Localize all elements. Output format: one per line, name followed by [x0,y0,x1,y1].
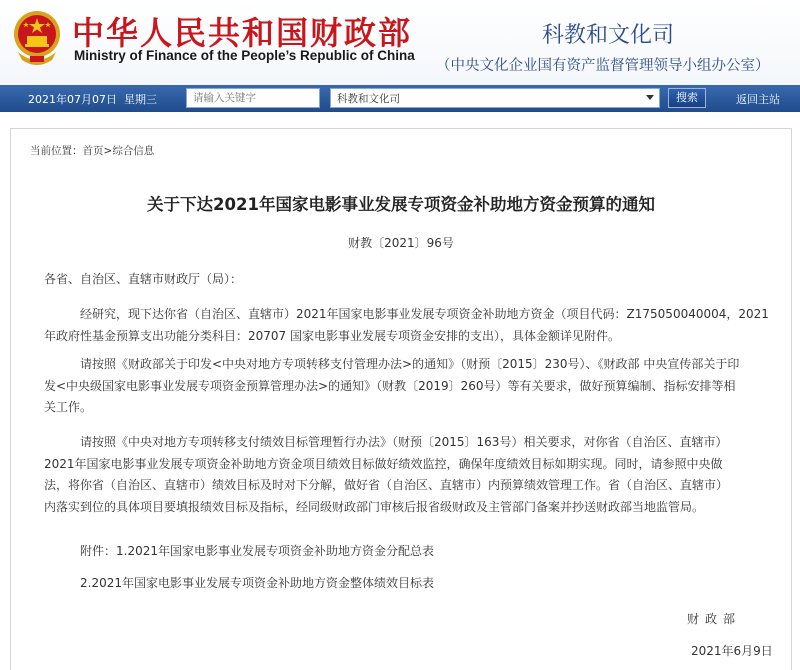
ministry-name-en: Ministry of Finance of the People’s Republic of China [74,48,415,63]
signing-date: 2021年6月9日 [691,644,773,658]
document-title: 关于下达2021年国家电影事业发展专项资金补助地方资金预算的通知 [147,195,655,214]
paragraph-line: 请按照《中央对地方专项转移支付绩效目标管理暂行办法》（财预〔2015〕163号）相关要求，对你省（自治区、直辖市） [80,435,728,449]
paragraph-line: 2021年国家电影事业发展专项资金补助地方资金项目绩效目标做好绩效监控，确保年度绩效目标如期实现。同时，请参照中央做 [44,456,723,471]
breadcrumb [30,143,154,158]
ministry-name-cn: 中华人民共和国财政部 [72,14,413,52]
paragraph-line: 内落实到位的具体项目要填报绩效目标及指标，经同级财政部门审核后报省级财政及主管部门备案并抄送财政部当地监管局。 [44,499,705,514]
department-title: 科教和文化司 [542,23,675,48]
paragraph-3 [44,432,728,518]
paragraph-line: 关工作。 [44,400,93,414]
search-button[interactable]: 搜索 [668,88,706,108]
breadcrumb-home-link[interactable]: 首页 [82,145,104,157]
date-text: 2021年07月07日 [28,93,117,106]
department-subtitle: （中央文化企业国有资产监督管理领导小组办公室） [436,58,770,74]
national-emblem-icon [12,8,62,66]
document-number: 财教〔2021〕96号 [348,236,454,250]
nav-bar [0,85,800,112]
breadcrumb-separator: > [103,145,113,157]
search-input[interactable] [186,88,320,108]
addressee: 各省、自治区、直辖市财政厅（局）： [44,272,243,286]
current-date [28,91,157,107]
paragraph-2 [44,354,739,419]
article-panel [10,128,792,670]
department-select[interactable] [330,88,660,108]
paragraph-line: 法，将你省（自治区、直辖市）绩效目标及时对下分解，做好省（自治区、直辖市）内预算绩效管理工作。省（自治区、直辖市） [44,478,729,492]
paragraph-line: 请按照《财政部关于印发<中央对地方专项转移支付管理办法>的通知》（财预〔2015〕230号）、《财政部 中央宣传部关于印 [80,357,740,371]
department-select-value: 科教和文化司 [337,93,400,105]
breadcrumb-section-link[interactable]: 综合信息 [112,145,155,157]
paragraph-1 [44,304,769,347]
return-home-link[interactable]: 返回主站 [736,93,780,106]
paragraph-line: 经研究，现下达你省（自治区、直辖市）2021年国家电影事业发展专项资金补助地方资金（项目代码：Z175050040004，2021 [80,307,769,321]
attachment-1-link[interactable]: 附件：1.2021年国家电影事业发展专项资金补助地方资金分配总表 [80,544,434,558]
paragraph-line: 发<中央级国家电影事业发展专项资金预算管理办法>的通知》（财教〔2019〕260号）等有关要求，做好预算编制、指标安排等相 [44,378,736,393]
attachment-2-link[interactable]: 2.2021年国家电影事业发展专项资金补助地方资金整体绩效目标表 [80,576,434,590]
breadcrumb-prefix: 当前位置： [30,145,83,157]
signer: 财政部 [687,612,742,626]
site-header [0,0,800,85]
paragraph-line: 年政府性基金预算支出功能分类科目：20707 国家电影事业发展专项资金安排的支出），具体金额详见附件。 [44,328,620,343]
chevron-down-icon [646,95,654,100]
weekday-text: 星期三 [124,93,157,106]
